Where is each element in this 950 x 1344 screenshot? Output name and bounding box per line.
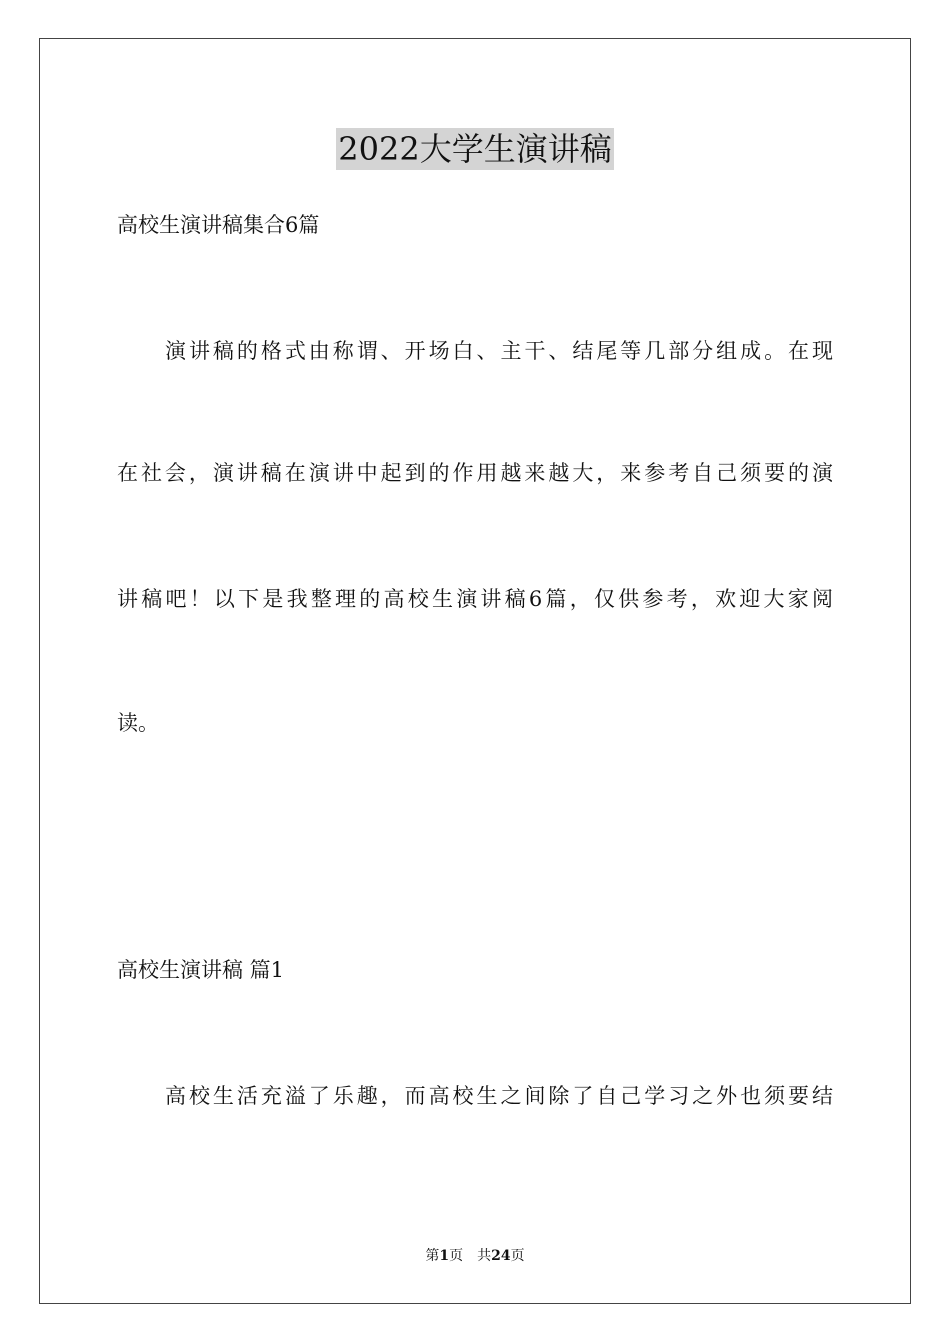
intro-line-4: 读。 <box>117 711 159 735</box>
footer-total-prefix: 共 <box>477 1248 492 1264</box>
footer-total-suffix: 页 <box>510 1248 525 1264</box>
footer-page-suffix: 页 <box>449 1248 464 1264</box>
page-footer <box>0 1247 950 1265</box>
footer-page-number: 1 <box>439 1248 450 1264</box>
document-subtitle: 高校生演讲稿集合6篇 <box>117 213 320 237</box>
section-heading: 高校生演讲稿 篇1 <box>117 958 285 982</box>
footer-page-prefix: 第 <box>425 1248 440 1264</box>
section-first-line: 高校生活充溢了乐趣，而高校生之间除了自己学习之外也须要结 <box>165 1084 833 1108</box>
title-container <box>0 128 950 170</box>
intro-line-3: 讲稿吧！以下是我整理的高校生演讲稿6篇，仅供参考，欢迎大家阅 <box>117 587 833 611</box>
footer-total-pages: 24 <box>491 1248 511 1264</box>
document-title: 2022大学生演讲稿 <box>338 130 612 168</box>
intro-line-2: 在社会，演讲稿在演讲中起到的作用越来越大，来参考自己须要的演 <box>117 461 833 485</box>
intro-line-1: 演讲稿的格式由称谓、开场白、主干、结尾等几部分组成。在现 <box>165 339 833 363</box>
